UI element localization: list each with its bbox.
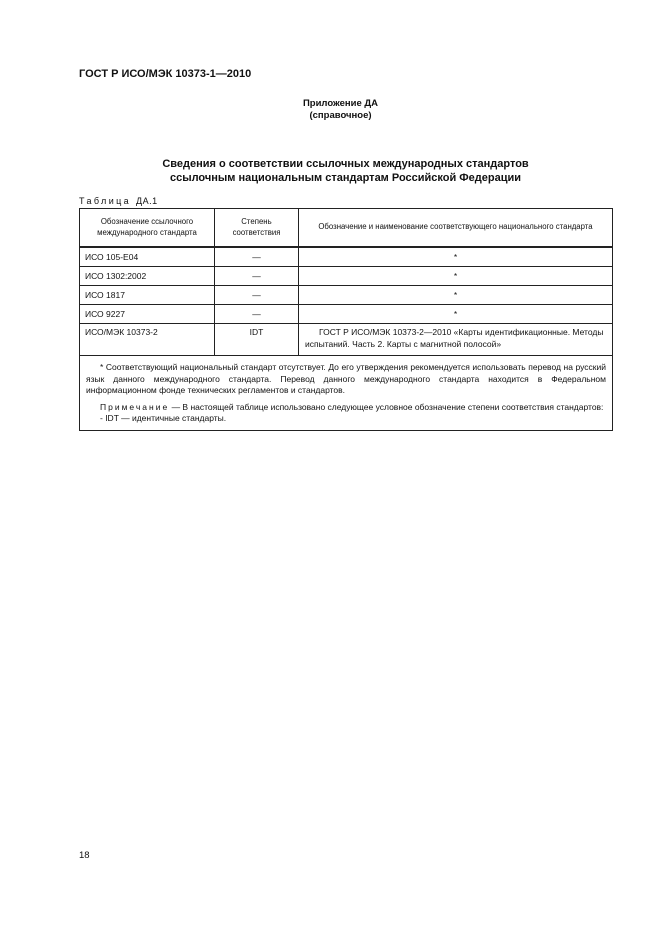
cell-degree: — — [215, 247, 299, 267]
header-international-standard: Обозначение ссылочного международного стандарта — [80, 209, 215, 248]
note-label: Примечание — [100, 401, 170, 412]
table-row — [80, 247, 613, 267]
cell-degree: — — [215, 267, 299, 286]
title-line-2: ссылочным национальным стандартам Российской Федерации — [169, 172, 522, 184]
cell-national: * — [299, 286, 613, 305]
note — [86, 402, 606, 414]
note-text: — В настоящей таблице использовано следующее условное обозначение степени соответствия стандартов: — [169, 401, 604, 412]
cell-standard: ИСО 1302:2002 — [80, 267, 215, 286]
note-item: - IDT — идентичные стандарты. — [100, 413, 227, 423]
appendix-label: Приложение ДА — [302, 98, 379, 109]
header-national-standard: Обозначение и наименование соответствующего национального стандарта — [299, 209, 613, 248]
cell-national: ГОСТ Р ИСО/МЭК 10373-2—2010 «Карты идентификационные. Методы испытаний. Часть 2. Карты с магнитной полосой» — [299, 324, 613, 356]
appendix-heading — [0, 98, 661, 122]
document-code: ГОСТ Р ИСО/МЭК 10373-1—2010 — [79, 68, 252, 80]
cell-standard: ИСО 105-Е04 — [80, 247, 215, 267]
table-row — [80, 267, 613, 286]
table-row — [80, 286, 613, 305]
cell-degree: — — [215, 286, 299, 305]
cell-standard: ИСО/МЭК 10373-2 — [80, 324, 215, 356]
cell-national: * — [299, 267, 613, 286]
appendix-title — [0, 157, 661, 185]
table-caption — [79, 196, 158, 206]
cell-standard: ИСО 1817 — [80, 286, 215, 305]
table-row — [80, 305, 613, 324]
table-row — [80, 324, 613, 356]
cell-degree: — — [215, 305, 299, 324]
footnote: * Соответствующий национальный стандарт отсутствует. До его утверждения рекомендуется использовать перевод на русский язык данного международного стандарта. Перевод данного международного стандарта находится в Федеральном информационном фонде технических регламентов и стандартов. — [86, 362, 606, 395]
page-number: 18 — [79, 850, 90, 861]
table-caption-word: Таблица — [79, 196, 132, 206]
table-caption-number: ДА.1 — [136, 196, 158, 206]
cell-national: * — [299, 305, 613, 324]
cell-degree: IDT — [215, 324, 299, 356]
cell-national: * — [299, 247, 613, 267]
reference-table — [79, 208, 613, 431]
title-line-1: Сведения о соответствии ссылочных международных стандартов — [162, 158, 529, 170]
cell-standard: ИСО 9227 — [80, 305, 215, 324]
appendix-type: (справочное) — [309, 110, 372, 121]
header-degree: Степень соответствия — [215, 209, 299, 248]
table-header-row — [80, 209, 613, 248]
table-notes — [80, 356, 613, 431]
table-notes-row — [80, 356, 613, 431]
